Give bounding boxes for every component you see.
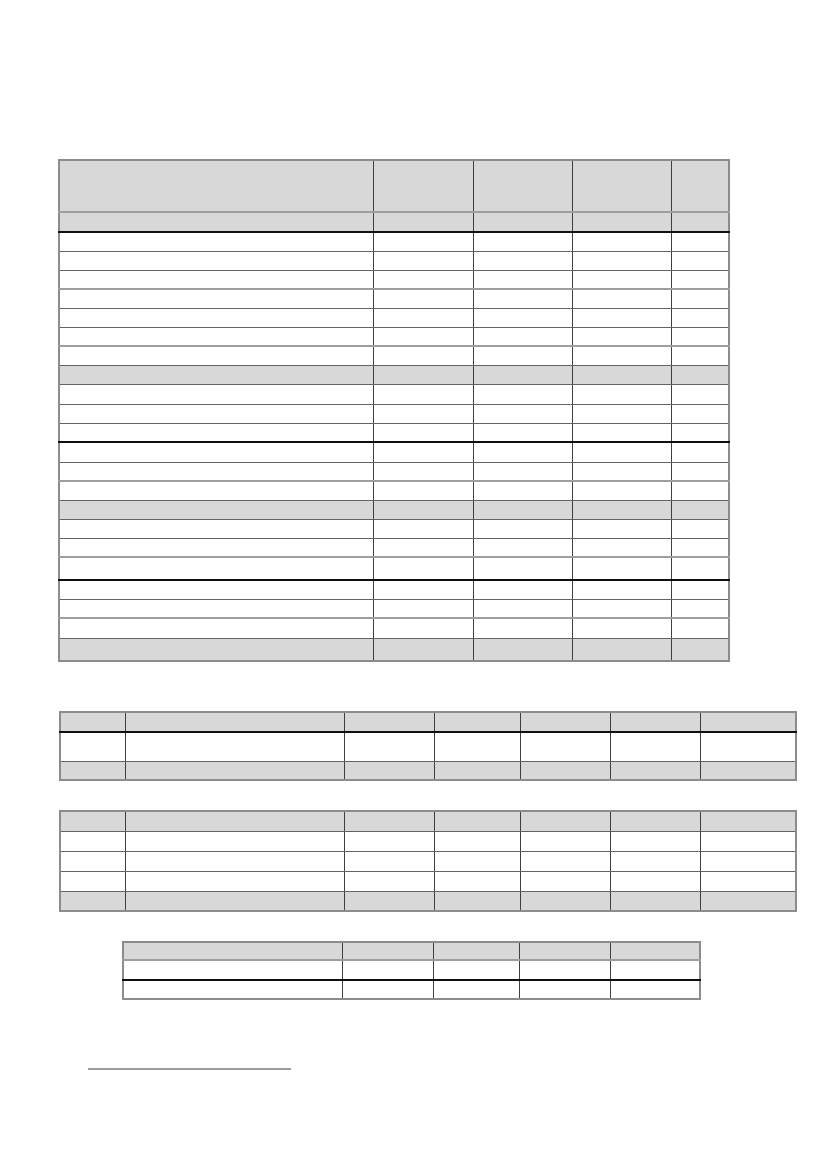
table-cell: [373, 160, 473, 212]
table-cell: [671, 384, 729, 404]
table-row: [59, 289, 729, 308]
table-cell: [59, 160, 373, 212]
table-cell: [344, 871, 434, 891]
table-cell: [520, 732, 610, 761]
table-cell: [59, 308, 373, 327]
table-cell: [60, 732, 125, 761]
table-cell: [610, 712, 700, 732]
table-cell: [572, 346, 671, 365]
table-cell: [572, 580, 671, 599]
table-cell: [572, 308, 671, 327]
table-cell: [344, 732, 434, 761]
table-cell: [671, 365, 729, 384]
table-cell: [519, 960, 610, 980]
table-cell: [572, 212, 671, 232]
table-cell: [59, 462, 373, 481]
table-cell: [610, 851, 700, 871]
table-cell: [520, 811, 610, 831]
table-cell: [125, 811, 344, 831]
table-cell: [59, 212, 373, 232]
table-cell: [572, 599, 671, 618]
table-cell: [473, 599, 572, 618]
table-cell: [473, 442, 572, 462]
table-cell: [473, 160, 572, 212]
table-cell: [373, 462, 473, 481]
table-row: [59, 308, 729, 327]
shaded-row: [59, 212, 729, 232]
table-cell: [59, 519, 373, 538]
shaded-row: [59, 500, 729, 519]
table-cell: [671, 404, 729, 423]
table-cell: [342, 980, 433, 999]
table-cell: [700, 761, 796, 780]
table-cell: [373, 289, 473, 308]
table-cell: [473, 212, 572, 232]
table-cell: [572, 160, 671, 212]
table-cell: [373, 638, 473, 661]
table-cell: [125, 891, 344, 911]
table-cell: [344, 891, 434, 911]
table-row: [59, 251, 729, 270]
table-cell: [473, 270, 572, 289]
table-cell: [473, 404, 572, 423]
table-cell: [700, 831, 796, 851]
table-cell: [59, 638, 373, 661]
table-cell: [473, 289, 572, 308]
table-cell: [434, 811, 520, 831]
table-cell: [473, 327, 572, 346]
table-cell: [572, 481, 671, 500]
table-cell: [572, 557, 671, 580]
table-row: [59, 232, 729, 251]
table-cell: [671, 160, 729, 212]
table-cell: [700, 871, 796, 891]
table-row: [59, 462, 729, 481]
table-cell: [59, 232, 373, 251]
table-cell: [572, 327, 671, 346]
table-4-narrow-three-row: [122, 941, 701, 1000]
table-cell: [433, 942, 519, 960]
table-cell: [610, 732, 700, 761]
table-cell: [610, 871, 700, 891]
table-row: [59, 384, 729, 404]
table-cell: [671, 599, 729, 618]
shaded-row: [123, 942, 700, 960]
table-cell: [473, 365, 572, 384]
shaded-row: [60, 811, 796, 831]
table-cell: [373, 500, 473, 519]
table-cell: [344, 831, 434, 851]
table-row: [59, 519, 729, 538]
table-cell: [373, 618, 473, 638]
table-cell: [671, 289, 729, 308]
table-cell: [671, 423, 729, 442]
table-cell: [610, 811, 700, 831]
table-cell: [572, 462, 671, 481]
table-cell: [344, 712, 434, 732]
table-cell: [434, 732, 520, 761]
table-cell: [59, 481, 373, 500]
table-cell: [610, 960, 700, 980]
table-cell: [671, 638, 729, 661]
table-cell: [59, 270, 373, 289]
table-cell: [60, 891, 125, 911]
table-cell: [373, 538, 473, 557]
table-cell: [123, 960, 342, 980]
table-cell: [373, 251, 473, 270]
table-cell: [473, 232, 572, 251]
table-cell: [123, 942, 342, 960]
table-row: [59, 618, 729, 638]
table-cell: [473, 519, 572, 538]
table-row: [60, 831, 796, 851]
table-cell: [434, 871, 520, 891]
table-cell: [434, 831, 520, 851]
table-cell: [125, 831, 344, 851]
table-cell: [572, 289, 671, 308]
table-cell: [434, 761, 520, 780]
table-row: [59, 270, 729, 289]
table-row: [59, 404, 729, 423]
table-cell: [60, 851, 125, 871]
table-cell: [344, 761, 434, 780]
table-cell: [473, 481, 572, 500]
table-cell: [373, 232, 473, 251]
table-cell: [671, 212, 729, 232]
table-cell: [572, 519, 671, 538]
shaded-row: [60, 761, 796, 780]
table-cell: [671, 538, 729, 557]
table-cell: [671, 251, 729, 270]
table-1-main-sectioned: [58, 159, 730, 662]
table-cell: [373, 308, 473, 327]
table-cell: [700, 891, 796, 911]
table-cell: [473, 251, 572, 270]
table-cell: [610, 891, 700, 911]
table-cell: [473, 462, 572, 481]
table-cell: [700, 851, 796, 871]
table-cell: [572, 638, 671, 661]
table-cell: [59, 618, 373, 638]
table-row: [60, 851, 796, 871]
table-cell: [671, 308, 729, 327]
table-cell: [671, 580, 729, 599]
table-cell: [59, 289, 373, 308]
table-cell: [60, 831, 125, 851]
table-cell: [572, 365, 671, 384]
table-cell: [373, 404, 473, 423]
table-cell: [519, 980, 610, 999]
table-cell: [125, 732, 344, 761]
table-cell: [473, 500, 572, 519]
table-cell: [671, 618, 729, 638]
table-cell: [59, 599, 373, 618]
table-cell: [519, 942, 610, 960]
table-cell: [572, 270, 671, 289]
table-cell: [125, 871, 344, 891]
table-cell: [373, 270, 473, 289]
table-cell: [572, 618, 671, 638]
table-cell: [572, 500, 671, 519]
table-row: [59, 442, 729, 462]
table-row: [123, 980, 700, 999]
table-cell: [373, 384, 473, 404]
table-cell: [671, 519, 729, 538]
table-cell: [473, 557, 572, 580]
table-cell: [473, 384, 572, 404]
table-row: [59, 557, 729, 580]
table-cell: [610, 761, 700, 780]
shaded-row: [59, 160, 729, 212]
table-row: [59, 346, 729, 365]
table-cell: [671, 442, 729, 462]
table-cell: [671, 327, 729, 346]
table-cell: [473, 638, 572, 661]
table-cell: [60, 761, 125, 780]
table-cell: [671, 346, 729, 365]
table-cell: [59, 580, 373, 599]
table-cell: [373, 481, 473, 500]
table-row: [60, 871, 796, 891]
table-row: [60, 732, 796, 761]
table-cell: [434, 891, 520, 911]
table-cell: [572, 404, 671, 423]
table-cell: [700, 811, 796, 831]
table-cell: [610, 831, 700, 851]
table-cell: [434, 851, 520, 871]
table-cell: [520, 831, 610, 851]
table-cell: [473, 618, 572, 638]
table-cell: [373, 212, 473, 232]
table-cell: [572, 423, 671, 442]
table-cell: [60, 871, 125, 891]
table-cell: [572, 232, 671, 251]
table-cell: [373, 365, 473, 384]
table-cell: [373, 599, 473, 618]
table-cell: [373, 442, 473, 462]
table-cell: [520, 761, 610, 780]
table-cell: [125, 712, 344, 732]
table-3-wide-five-row: [59, 810, 797, 912]
table-cell: [434, 712, 520, 732]
table-cell: [473, 423, 572, 442]
table-cell: [59, 557, 373, 580]
table-row: [59, 481, 729, 500]
table-cell: [433, 980, 519, 999]
table-cell: [60, 811, 125, 831]
table-2-wide-three-row: [59, 711, 797, 781]
table-cell: [473, 346, 572, 365]
table-row: [123, 960, 700, 980]
table-cell: [671, 232, 729, 251]
table-cell: [433, 960, 519, 980]
table-cell: [473, 308, 572, 327]
table-cell: [373, 580, 473, 599]
shaded-row: [59, 638, 729, 661]
table-cell: [125, 761, 344, 780]
table-cell: [59, 327, 373, 346]
table-cell: [671, 557, 729, 580]
table-cell: [671, 500, 729, 519]
table-cell: [59, 423, 373, 442]
table-cell: [342, 960, 433, 980]
table-cell: [373, 423, 473, 442]
table-cell: [671, 462, 729, 481]
table-cell: [59, 251, 373, 270]
table-cell: [59, 404, 373, 423]
table-row: [59, 580, 729, 599]
table-cell: [610, 942, 700, 960]
table-row: [59, 538, 729, 557]
table-cell: [572, 251, 671, 270]
table-cell: [59, 500, 373, 519]
table-cell: [520, 891, 610, 911]
table-row: [59, 327, 729, 346]
table-cell: [373, 327, 473, 346]
table-row: [59, 423, 729, 442]
table-cell: [520, 851, 610, 871]
table-cell: [572, 442, 671, 462]
shaded-row: [60, 891, 796, 911]
table-cell: [59, 365, 373, 384]
table-cell: [60, 712, 125, 732]
table-cell: [572, 384, 671, 404]
table-cell: [520, 871, 610, 891]
table-cell: [373, 557, 473, 580]
table-cell: [373, 346, 473, 365]
table-cell: [59, 346, 373, 365]
table-cell: [344, 811, 434, 831]
table-cell: [700, 712, 796, 732]
footnote-separator-rule: [88, 1068, 291, 1070]
shaded-row: [60, 712, 796, 732]
table-cell: [671, 270, 729, 289]
table-cell: [59, 538, 373, 557]
table-cell: [373, 519, 473, 538]
table-cell: [59, 384, 373, 404]
table-cell: [520, 712, 610, 732]
table-cell: [671, 481, 729, 500]
table-cell: [342, 942, 433, 960]
table-cell: [473, 580, 572, 599]
table-cell: [125, 851, 344, 871]
table-cell: [572, 538, 671, 557]
table-cell: [473, 538, 572, 557]
table-cell: [344, 851, 434, 871]
table-cell: [59, 442, 373, 462]
table-cell: [610, 980, 700, 999]
table-row: [59, 599, 729, 618]
table-cell: [700, 732, 796, 761]
table-cell: [123, 980, 342, 999]
shaded-row: [59, 365, 729, 384]
